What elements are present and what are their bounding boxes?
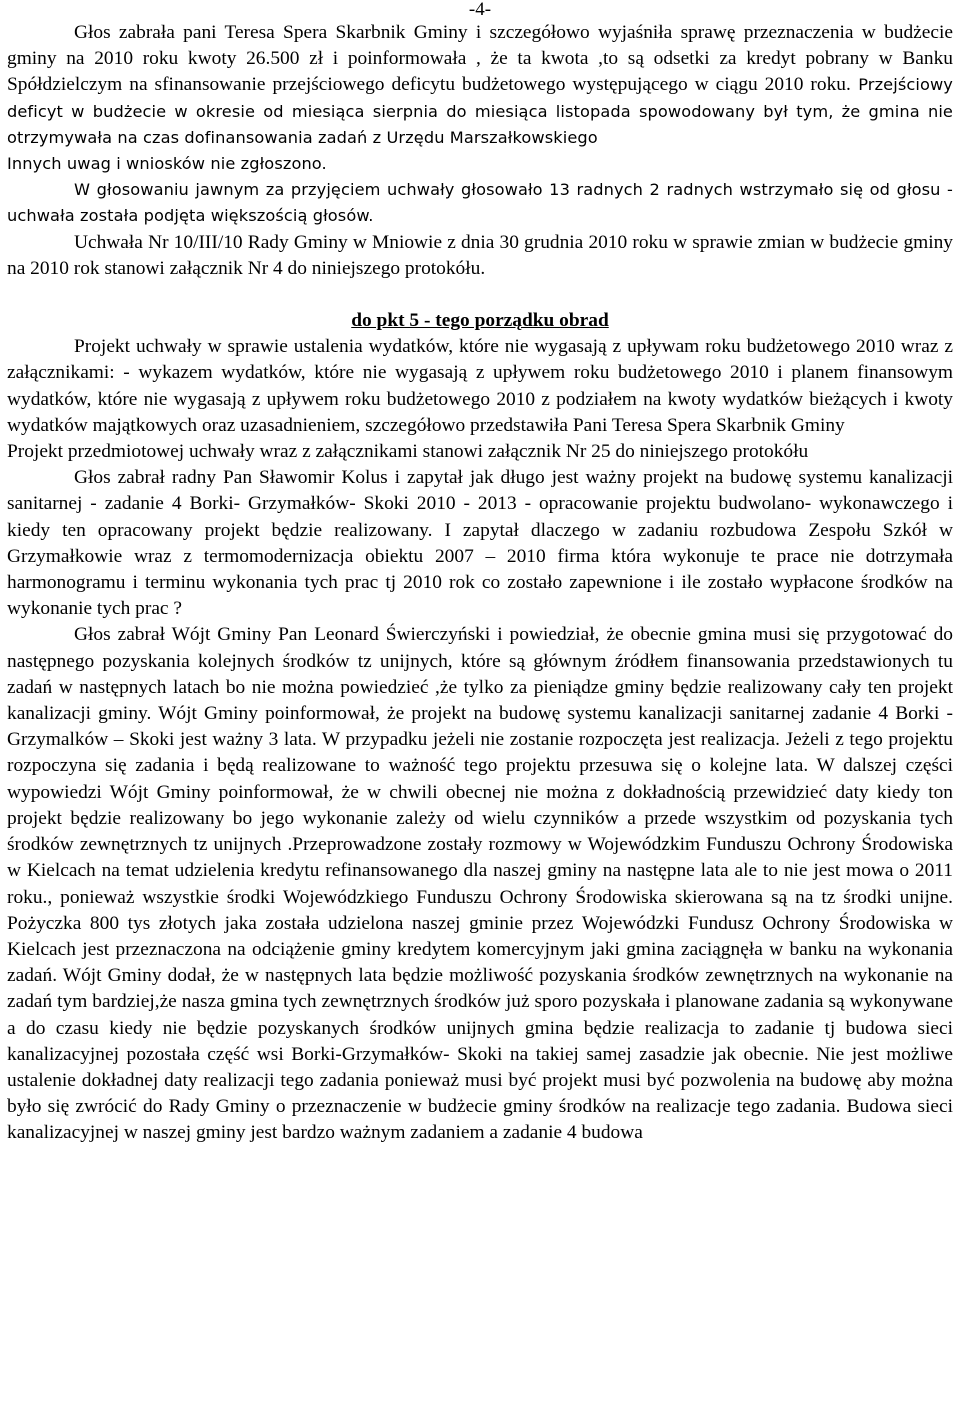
paragraph-kolus-question: Głos zabrał radny Pan Sławomir Kolus i zapytał jak długo jest ważny projekt na budowę systemu kanalizacji sanitarnej - zadanie 4 Borki- Grzymałków- Skoki 2010 - 2013 - opracowanie projektu budwolano- wykonawczego i kiedy ten opracowany projekt będzie realizowany. I zapytał dlaczego w zadaniu rozbudowa Zespołu Szkół w Grzymałkowie wraz z termomodernizacja obiektu 2007 – 2010 firma która wykonuje te prace nie dotrzymała harmonogramu i terminu wykonania tych prac tj 2010 rok co zostało zapewnione i ile zostało wypłacone środków na wykonanie tych prac ? xyxy=(7,467,953,620)
document-page xyxy=(7,0,953,1147)
paragraph-resolution: Uchwała Nr 10/III/10 Rady Gminy w Mniowie z dnia 30 grudnia 2010 roku w sprawie zmian w budżecie gminy na 2010 rok stanowi załącznik Nr 4 do niniejszego protokółu. xyxy=(7,231,953,279)
paragraph-no-remarks: Innych uwag i wniosków nie zgłoszono. xyxy=(7,154,327,174)
paragraph-attachment: Projekt przedmiotowej uchwały wraz z załącznikami stanowi załącznik Nr 25 do niniejszego protokółu xyxy=(7,441,809,463)
spacer xyxy=(7,282,953,308)
paragraph-skarbnik-explanation xyxy=(7,20,953,151)
paragraph-project-presentation: Projekt uchwały w sprawie ustalenia wydatków, które nie wygasają z upływam roku budżetowego 2010 wraz z załącznikami: - wykazem wydatków, które nie wygasają z upływem roku budżetowego 2010 i planem finansowym wydatków, które nie wygasają z upływem roku budżetowego 2010 z podziałem na kwoty wydatków bieżących i kwoty wydatków majątkowych oraz uzasadnieniem, szczegółowo przedstawiła Pani Teresa Spera Skarbnik Gminy xyxy=(7,336,953,436)
paragraph-vote-result: W głosowaniu jawnym za przyjęciem uchwały głosowało 13 radnych 2 radnych wstrzymało się od głosu - uchwała została podjęta większością głosów. xyxy=(7,180,953,226)
paragraph-wojt-answer: Głos zabrał Wójt Gminy Pan Leonard Świerczyński i powiedział, że obecnie gmina musi się przygotować do następnego pozyskania kolejnych środków tz unijnych, które są głównym źródłem finansowania przedstawionych tu zadań w następnych latach bo nie można powiedzieć ,że tylko za pieniądze gminy będzie realizowany cały ten projekt kanalizacji gminy. Wójt Gminy poinformował, że projekt na budowę systemu kanalizacji sanitarnej zadanie 4 Borki -Grzymalków – Skoki jest ważny 3 lata. W przypadku jeżeli nie zostanie rozpoczęta jest realizacja. Jeżeli z tego projektu rozpoczyna się zadania i będą realizowane to ważność tego projektu przesuwa się o kolejne lata. W dalszej części wypowiedzi Wójt Gminy poinformował, że w chwili obecnej nie można z dokładnością przewidzieć daty kiedy ton projekt będzie realizowany bo jego wykonanie zależy od wielu czynników a przede wszystkim od pozyskania tych środków zewnętrznych tz unijnych .Przeprowadzone zostały rozmowy w Wojewódzkim Funduszu Ochrony Środowiska w Kielcach na temat udzielenia kredytu refinansowanego dla naszej gminy na następne lata ale to nie jest mowa o 2011 roku., ponieważ wszystkie środki Wojewódzkiego Funduszu Ochrony Środowiska skierowana są na tz środki unijne. Pożyczka 800 tys złotych jaka została udzielona naszej gminie przez Wojewódzki Fundusz Ochrony Środowiska w Kielcach jest przeznaczona na odciążenie gminy kredytem komercyjnym jaki gmina zaciągnęła w banku na wykonania zadań. Wójt Gminy dodał, że w następnych lata będzie możliwość pozyskania środków zewnętrznych na wykonanie na zadań tym bardziej,że nasza gmina tych zewnętrznych środków już sporo pozyskała i planowane zadania są wykonywane a do czasu kiedy nie będzie pozyskanych środków unijnych gmina będzie realizacja to zadanie tj budowa sieci kanalizacyjnej pozostała część wsi Borki-Grzymałków- Skoki na takiej samej zasadzie jak obecnie. Nie jest możliwe ustalenie dokładnej daty realizacji tego zadania ponieważ musi być projekt musi być pozwolenia na budowę aby można było się zwrócić do Rady Gminy o przeznaczenie w budżecie gminy środków na realizacje tego zadania. Budowa sieci kanalizacyjnej w naszej gminy jest bardzo ważnym zadaniem a zadanie 4 budowa xyxy=(7,624,953,1144)
page-number: -4- xyxy=(468,0,492,20)
paragraph-skarbnik-serif-text: Głos zabrała pani Teresa Spera Skarbnik Gminy i szczegółowo wyjaśniła sprawę przeznaczenia w budżecie gminy na 2010 roku kwoty 26.500 zł i poinformowała , że ta kwota ,to są odsetki za kredyt pobrany w Banku Spółdzielczym na sfinansowanie przejściowego deficytu budżetowego występującego w ciągu 2010 roku. xyxy=(7,22,953,96)
section-heading: do pkt 5 - tego porządku obrad xyxy=(351,310,609,332)
paragraph-deficit-sans-text: Przejściowy deficyt w budżecie w okresie od miesiąca sierpnia do miesiąca listopada spowodowany był tym, że gmina nie otrzymywała na czas dofinansowania zadań z Urzędu Marszałkowskiego xyxy=(7,75,953,147)
